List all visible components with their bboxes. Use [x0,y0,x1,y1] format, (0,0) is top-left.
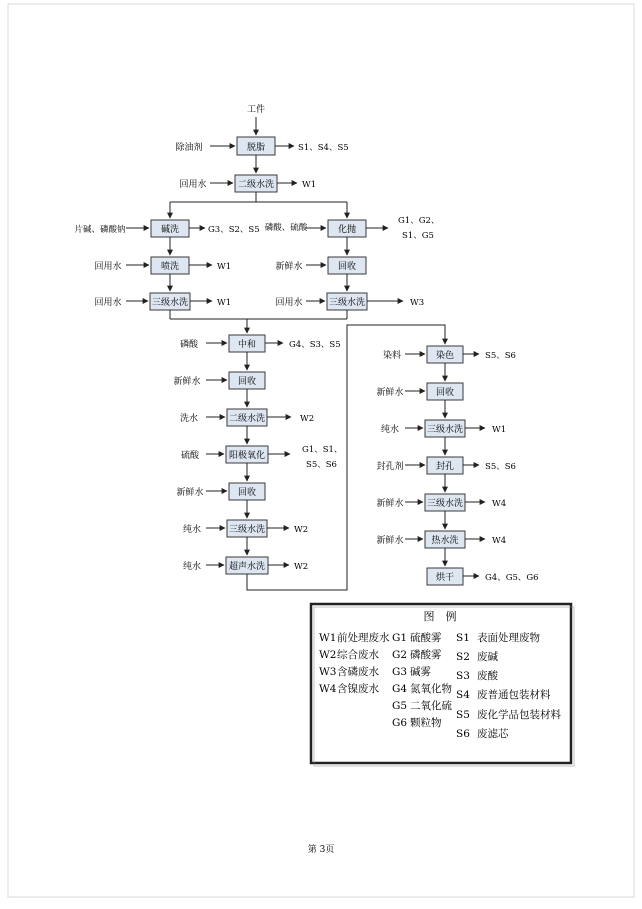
step-recover2 [173,372,265,389]
step-alkali [74,220,259,237]
step-wash3d [381,420,506,437]
output-label: W2 [294,525,309,535]
step-wash2b [180,409,314,426]
svg-text:表面处理废物: 表面处理废物 [477,632,540,644]
svg-text:S4: S4 [456,689,470,701]
svg-text:回收: 回收 [337,262,357,272]
svg-text:S3: S3 [456,670,470,682]
svg-text:脱脂: 脱脂 [246,143,266,153]
output-label: W4 [492,536,507,546]
input-label: 新鲜水 [173,377,201,387]
svg-text:三级水洗: 三级水洗 [426,425,464,435]
input-label: 硫酸 [180,451,200,461]
step-spray [94,257,231,274]
output-label: S1、S4、S5 [298,143,349,153]
svg-text:前处理废水: 前处理废水 [337,632,390,644]
svg-text:热水洗: 热水洗 [431,536,459,546]
step-dry [427,568,539,585]
svg-text:硫酸雾: 硫酸雾 [410,632,442,644]
step-ultrasonic [183,557,308,574]
svg-text:废酸: 废酸 [477,670,498,682]
output-label: G4、S3、S5 [289,340,341,350]
svg-text:磷酸雾: 磷酸雾 [410,649,442,661]
svg-text:颗粒物: 颗粒物 [410,717,442,729]
input-label: 片碱、磷酸钠 [74,225,126,235]
step-dye [383,346,516,363]
svg-text:化抛: 化抛 [337,225,357,235]
output-label: W3 [410,298,425,308]
svg-text:G4: G4 [392,683,408,695]
svg-text:喷洗: 喷洗 [160,262,180,272]
svg-text:碱雾: 碱雾 [410,666,431,678]
output-label: W4 [492,499,507,509]
svg-text:回收: 回收 [237,488,257,498]
step-chempolish [265,216,440,241]
output-label: S5、S6 [306,460,337,470]
svg-text:废化学品包装材料: 废化学品包装材料 [477,709,561,721]
step-seal [376,457,515,474]
svg-text:阳极氧化: 阳极氧化 [228,451,266,461]
svg-text:废碱: 废碱 [477,651,498,663]
step-wash3c [183,520,308,537]
input-label: 回用水 [179,180,207,190]
svg-text:W3: W3 [319,666,337,678]
output-label: W1 [217,262,232,272]
svg-text:三级水洗: 三级水洗 [328,298,366,308]
svg-text:碱洗: 碱洗 [160,225,180,235]
svg-text:二氧化硫: 二氧化硫 [410,700,452,712]
svg-text:回收: 回收 [435,388,455,398]
output-label: W2 [300,414,315,424]
svg-text:含磷废水: 含磷废水 [337,666,379,678]
svg-text:S5: S5 [456,709,470,721]
svg-text:S6: S6 [456,728,470,740]
svg-text:G5: G5 [392,700,408,712]
svg-text:三级水洗: 三级水洗 [228,525,266,535]
legend [311,604,574,766]
svg-text:染色: 染色 [435,351,455,361]
output-label: G1、G2、 [398,216,440,226]
svg-text:W2: W2 [319,649,337,661]
input-label: 新鲜水 [176,488,204,498]
input-label: 纯水 [380,425,400,435]
svg-text:回收: 回收 [237,377,257,387]
svg-text:G3: G3 [392,666,408,678]
svg-text:G2: G2 [392,649,408,661]
input-label: 纯水 [182,525,202,535]
svg-text:超声水洗: 超声水洗 [228,562,266,572]
input-label: 染料 [382,351,402,361]
input-label: 纯水 [182,562,202,572]
step-neutral [180,335,341,352]
svg-text:二级水洗: 二级水洗 [237,180,275,190]
output-label: W1 [217,298,232,308]
step-wash2a [179,175,316,192]
output-label: W1 [302,180,317,190]
step-wash3a [94,293,231,310]
svg-text:综合废水: 综合废水 [337,649,379,661]
output-label: G4、G5、G6 [485,573,539,583]
svg-text:G6: G6 [392,717,408,729]
svg-text:三级水洗: 三级水洗 [151,298,189,308]
svg-text:废滤芯: 废滤芯 [477,728,509,740]
svg-text:W1: W1 [319,632,337,644]
input-label: 新鲜水 [275,262,303,272]
svg-text:中和: 中和 [237,340,257,350]
svg-text:封孔: 封孔 [435,462,455,472]
svg-text:G1: G1 [392,632,408,644]
top-input-label: 工件 [246,105,266,115]
svg-text:W4: W4 [319,683,337,695]
output-label: W2 [294,562,309,572]
svg-text:废普通包装材料: 废普通包装材料 [477,689,551,701]
input-label: 新鲜水 [376,536,404,546]
svg-text:三级水洗: 三级水洗 [426,499,464,509]
svg-text:氮氧化物: 氮氧化物 [410,683,452,695]
svg-text:二级水洗: 二级水洗 [228,414,266,424]
step-recover1 [275,257,366,274]
output-label: S5、S6 [485,462,516,472]
input-label: 新鲜水 [376,388,404,398]
input-label: 磷酸、硫酸 [264,223,308,233]
output-label: G3、S2、S5 [208,225,260,235]
svg-text:烘干: 烘干 [435,573,455,583]
step-recover3 [176,483,265,500]
input-label: 回用水 [94,298,122,308]
input-label: 新鲜水 [376,499,404,509]
input-label: 除油剂 [175,143,203,153]
input-label: 封孔剂 [376,462,404,472]
legend-title: 图 例 [423,610,457,623]
step-wash3e [376,494,506,511]
svg-text:S2: S2 [456,651,470,663]
input-label: 回用水 [94,262,122,272]
output-label: W1 [492,425,507,435]
step-hotwash [376,531,506,548]
input-label: 磷酸 [179,340,199,350]
step-recover4 [376,383,463,400]
output-label: S5、S6 [485,351,516,361]
output-label: S1、G5 [402,231,434,241]
svg-text:S1: S1 [456,632,470,644]
step-anodize [181,445,342,470]
step-wash3b [275,293,424,310]
page-number: 第 3页 [307,845,335,855]
input-label: 回用水 [275,298,303,308]
step-degrease [175,137,348,155]
svg-text:含镍废水: 含镍废水 [337,683,379,695]
output-label: G1、S1、 [302,445,343,455]
input-label: 洗水 [179,414,199,424]
